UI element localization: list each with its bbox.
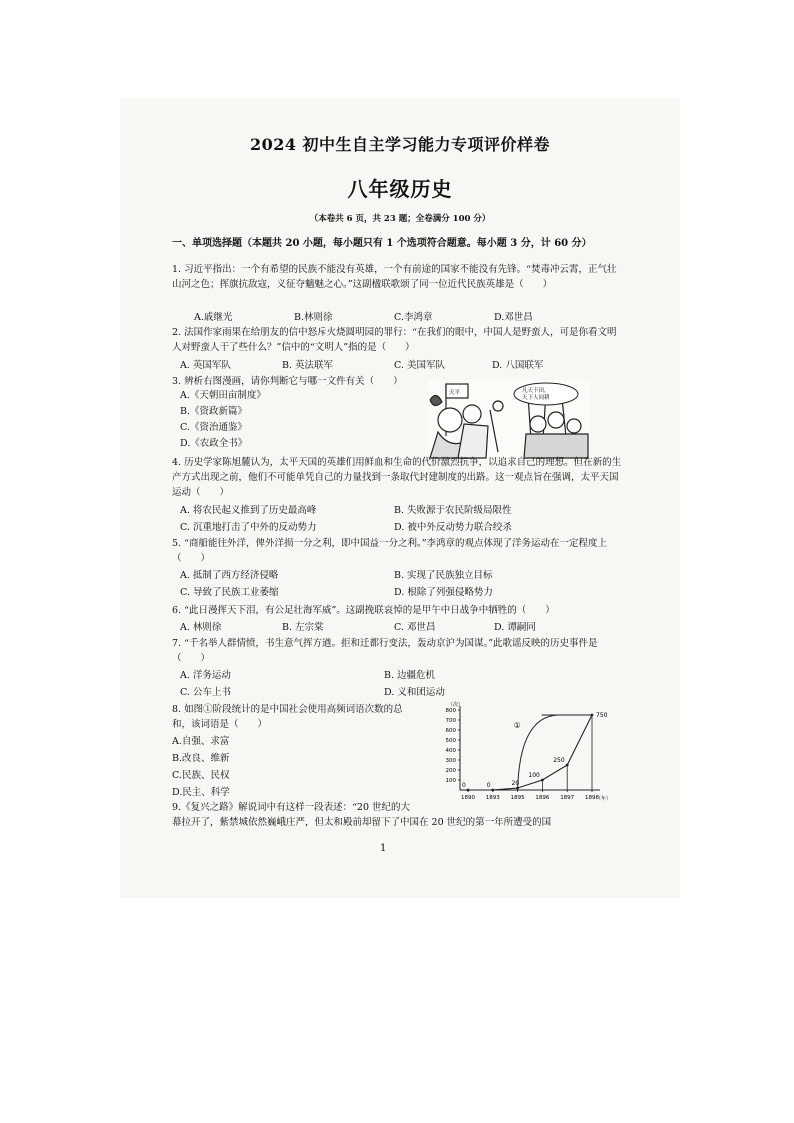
option: A.《天朝田亩制度》 bbox=[180, 390, 266, 401]
option: A. 将农民起义推到了历史最高峰 bbox=[180, 505, 317, 516]
word-frequency-chart bbox=[432, 700, 612, 810]
question-3: 3. 辨析右图漫画，请你判断它与哪一文件有关（ ） bbox=[172, 376, 403, 387]
exam-subject: 八年级历史 bbox=[347, 177, 453, 201]
data-point bbox=[491, 789, 494, 792]
data-point bbox=[591, 714, 594, 717]
option: B. 失败源于农民阶级局限性 bbox=[394, 505, 512, 516]
option: D. 八国联军 bbox=[492, 360, 544, 371]
question-8 bbox=[172, 702, 442, 732]
option: C. 导致了民族工业萎缩 bbox=[180, 587, 279, 598]
option: C. 公车上书 bbox=[180, 687, 231, 698]
option: C.李鸿章 bbox=[394, 312, 433, 323]
y-tick-label: 600 bbox=[445, 728, 456, 734]
y-tick-label: 100 bbox=[445, 778, 456, 784]
y-axis-label: （次） bbox=[448, 702, 464, 708]
y-tick-label: 300 bbox=[445, 758, 456, 764]
option: B. 左宗棠 bbox=[282, 622, 324, 633]
data-label: 0 bbox=[462, 782, 466, 789]
option: B. 英法联军 bbox=[282, 360, 334, 371]
option: D. 义和团运动 bbox=[384, 687, 445, 698]
question-9-line2: 幕拉开了，紫禁城依然巍峨庄严，但太和殿前却留下了中国在 20 世纪的第一年所遭受的国 bbox=[172, 817, 552, 828]
option: A. 林则徐 bbox=[180, 622, 222, 633]
data-point bbox=[566, 764, 569, 767]
option: A. 抵制了西方经济侵略 bbox=[180, 570, 279, 581]
option: A.自强、求富 bbox=[172, 736, 230, 747]
question-9-line1: 9.《复兴之路》解说词中有这样一段表述：“20 世纪的大 bbox=[172, 802, 411, 813]
option: B.林则徐 bbox=[294, 312, 333, 323]
question-2: 2. 法国作家雨果在给朋友的信中怒斥火烧圆明园的罪行：“在我们的眼中，中国人是野蛮人，可是你看文明人对野蛮人干了些什么？”信中的“文明人”指的是（ ） bbox=[172, 327, 617, 353]
data-label: 100 bbox=[528, 772, 540, 779]
option: D. 被中外反动势力联合绞杀 bbox=[394, 522, 512, 533]
option: D. 谭嗣同 bbox=[494, 622, 536, 633]
exam-title: 2024 初中生自主学习能力专项评价样卷 bbox=[249, 135, 551, 154]
option: A. 英国军队 bbox=[180, 360, 231, 371]
option: C.《资治通鉴》 bbox=[180, 422, 247, 433]
question-1: 1. 习近平指出：一个有希望的民族不能没有英雄，一个有前途的国家不能没有先锋。“焚毒冲云霄，正气壮山河之色；挥旗抗敌寇，义征夺魑魅之心。”这副楹联歌颂了同一位近代民族英雄是（ ） bbox=[172, 264, 617, 290]
x-tick-label: 1898 bbox=[585, 795, 599, 801]
option: A. 洋务运动 bbox=[180, 670, 231, 681]
page-number: 1 bbox=[380, 843, 387, 854]
option: D.《农政全书》 bbox=[180, 438, 248, 449]
data-point bbox=[516, 787, 519, 790]
x-tick-label: 1890 bbox=[461, 795, 475, 801]
data-point bbox=[541, 779, 544, 782]
option: B. 边疆危机 bbox=[384, 670, 436, 681]
question-6: 6. “此日漫挥天下泪，有公足壮海军威”。这副挽联哀悼的是甲午中日战争中牺牲的（ ） bbox=[172, 605, 555, 616]
taiping-cartoon bbox=[428, 380, 590, 460]
data-label: 750 bbox=[596, 712, 608, 719]
x-tick-label: 1897 bbox=[560, 795, 575, 801]
option: D. 根除了列强侵略势力 bbox=[394, 587, 493, 598]
option: C. 美国军队 bbox=[394, 360, 445, 371]
x-axis-label: （年） bbox=[596, 796, 612, 802]
question-4: 4. 历史学家陈旭麓认为，太平天国的英雄们用鲜血和生命的代价激烈抗争，以追求自己的理想。但在新的生产方式出现之前，他们不可能单凭自己的力量找到一条取代封建制度的出路。这一观点旨在强调，太平天国运动（ ） bbox=[172, 457, 622, 498]
section-heading: 一、单项选择题（本题共 20 小题，每小题只有 1 个选项符合题意。每小题 3 分，计 60 分） bbox=[172, 238, 592, 249]
y-tick-label: 500 bbox=[445, 738, 456, 744]
data-label: 20 bbox=[511, 780, 520, 787]
y-tick-label: 700 bbox=[445, 718, 456, 724]
y-tick-label: 200 bbox=[445, 768, 456, 774]
question-8-line2: 和，该词语是（ ） bbox=[172, 719, 268, 730]
option: D.邓世昌 bbox=[494, 312, 533, 323]
option: A.戚继光 bbox=[194, 312, 233, 323]
option: B.改良、维新 bbox=[172, 753, 230, 764]
data-label: 0 bbox=[486, 782, 491, 789]
stage-marker: ① bbox=[513, 721, 521, 730]
option: B.《资政新篇》 bbox=[180, 406, 248, 417]
x-tick-label: 1895 bbox=[510, 795, 525, 801]
question-9 bbox=[172, 800, 622, 830]
x-tick-label: 1893 bbox=[485, 795, 500, 801]
option: C.民族、民权 bbox=[172, 770, 230, 781]
option: C. 邓世昌 bbox=[394, 622, 436, 633]
question-8-line1: 8. 如图①阶段统计的是中国社会使用高频词语次数的总 bbox=[172, 704, 403, 715]
data-point bbox=[467, 789, 470, 792]
y-tick-label: 800 bbox=[445, 708, 456, 714]
exam-note: （本卷共 6 页，共 23 题；全卷满分 100 分） bbox=[309, 214, 491, 224]
question-5: 5. “商船能往外洋，俾外洋损一分之利，即中国益一分之利。”李鸿章的观点体现了洋务运动在一定程度上（ ） bbox=[172, 538, 608, 564]
option: B. 实现了民族独立目标 bbox=[394, 570, 493, 581]
speech-bubble-text: 凡天下田， 天下人同耕 bbox=[522, 388, 550, 401]
flag-text: 天平 bbox=[449, 390, 461, 396]
option: C. 沉重地打击了中外的反动势力 bbox=[180, 522, 317, 533]
x-tick-label: 1896 bbox=[535, 795, 550, 801]
y-tick-label: 400 bbox=[445, 748, 456, 754]
data-label: 250 bbox=[553, 757, 565, 764]
question-7: 7. “千名举人群情愤，书生意气挥方遒。拒和迁都行变法，轰动京沪为国谋。”此歌谣反映的历史事件是（ ） bbox=[172, 638, 598, 664]
option: D.民主、科学 bbox=[172, 787, 230, 798]
